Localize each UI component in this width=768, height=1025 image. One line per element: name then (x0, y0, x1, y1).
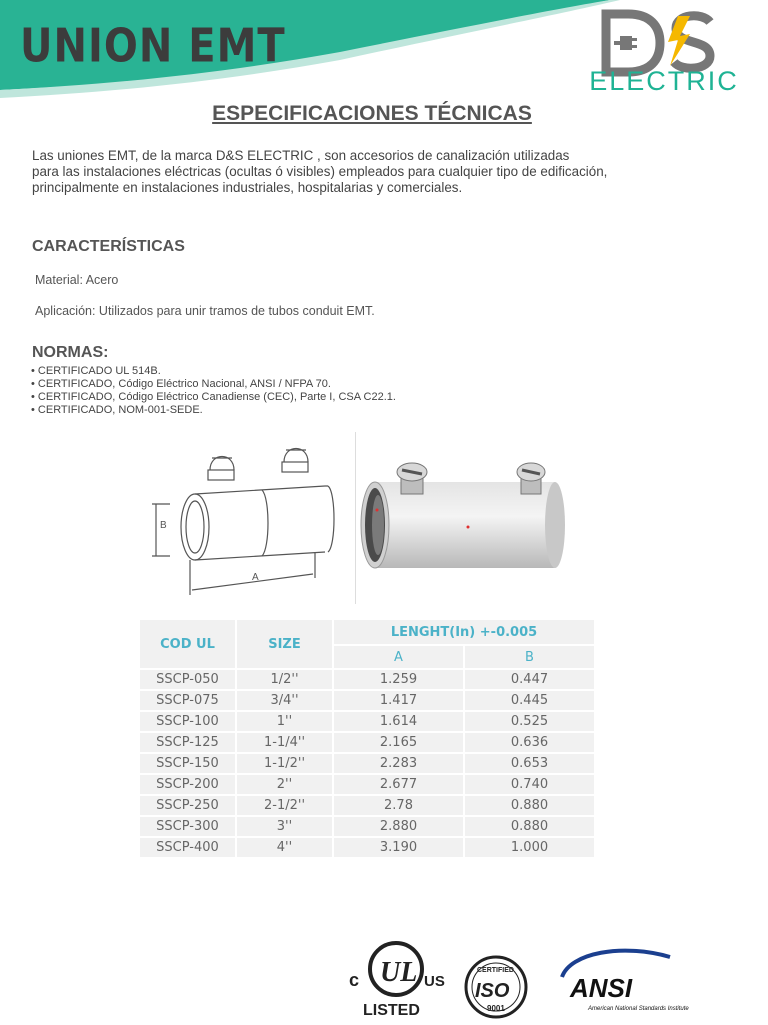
normas-list (31, 365, 396, 417)
ansi-subtitle-text: American National Standards Institute (588, 1006, 689, 1012)
intro-line: principalmente en instalaciones industriales, hospitalarias y comerciales. (32, 180, 463, 195)
cell-b: 0.880 (465, 796, 594, 815)
iso-mark-text: ISO (475, 980, 510, 1002)
ul-listed-logo (349, 943, 445, 1019)
cell-cod: SSCP-250 (140, 796, 235, 815)
cell-b: 0.525 (465, 712, 594, 731)
cell-a: 2.880 (334, 817, 463, 836)
normas-item: • CERTIFICADO, Código Eléctrico Nacional, ANSI / NFPA 70. (31, 378, 331, 390)
cell-cod: SSCP-150 (140, 754, 235, 773)
iso-certified-text: CERTIFIED (477, 967, 514, 974)
cell-a: 1.614 (334, 712, 463, 731)
ul-mark-text: UL (380, 957, 418, 988)
cell-cod: SSCP-100 (140, 712, 235, 731)
table-row (140, 733, 594, 752)
ansi-mark-text: ANSI (570, 973, 633, 1003)
cell-a: 1.259 (334, 670, 463, 689)
material-text: Material: Acero (35, 273, 119, 287)
ul-listed-text: LISTED (363, 1002, 420, 1019)
cell-size: 4'' (237, 838, 332, 857)
table-row (140, 670, 594, 689)
table-row (140, 817, 594, 836)
cell-b: 0.636 (465, 733, 594, 752)
cell-cod: SSCP-300 (140, 817, 235, 836)
intro-paragraph (32, 148, 722, 196)
cell-size: 1'' (237, 712, 332, 731)
caracteristicas-heading: CARACTERÍSTICAS (32, 238, 185, 255)
page-title: UNION EMT (20, 20, 286, 73)
column-header-cod-ul: COD UL (140, 620, 235, 668)
normas-item: • CERTIFICADO UL 514B. (31, 365, 161, 377)
cell-cod: SSCP-075 (140, 691, 235, 710)
cell-a: 2.283 (334, 754, 463, 773)
cell-size: 3/4'' (237, 691, 332, 710)
dimension-label-b: B (160, 520, 167, 531)
cell-cod: SSCP-200 (140, 775, 235, 794)
cell-size: 2'' (237, 775, 332, 794)
normas-item: • CERTIFICADO, NOM-001-SEDE. (31, 404, 203, 416)
table-row (140, 775, 594, 794)
column-header-length: LENGHT(In) +-0.005 (334, 620, 594, 644)
intro-line: para las instalaciones eléctricas (ocultas ó visibles) empleados para cualquier tipo de edificación, (32, 164, 608, 179)
cell-size: 3'' (237, 817, 332, 836)
table-row (140, 796, 594, 815)
brand-name: ELECTRIC (589, 66, 739, 96)
coupling-product-photo (355, 440, 565, 610)
specifications-table (138, 618, 596, 859)
cell-cod: SSCP-050 (140, 670, 235, 689)
cell-b: 0.447 (465, 670, 594, 689)
certification-logos (340, 935, 730, 1025)
iso-9001-logo (466, 957, 526, 1017)
cell-a: 1.417 (334, 691, 463, 710)
cell-size: 1-1/2'' (237, 754, 332, 773)
cell-a: 2.677 (334, 775, 463, 794)
cell-b: 1.000 (465, 838, 594, 857)
column-header-b: B (465, 646, 594, 668)
intro-line: Las uniones EMT, de la marca D&S ELECTRIC , son accesorios de canalización utilizadas (32, 148, 570, 163)
normas-heading: NORMAS: (32, 344, 109, 361)
table-row (140, 754, 594, 773)
ul-c-text: c (349, 970, 360, 990)
cell-b: 0.445 (465, 691, 594, 710)
table-row (140, 712, 594, 731)
table-row (140, 838, 594, 857)
cell-cod: SSCP-125 (140, 733, 235, 752)
cell-size: 1/2'' (237, 670, 332, 689)
ul-us-text: US (424, 973, 445, 990)
cell-b: 0.740 (465, 775, 594, 794)
aplicacion-text: Aplicación: Utilizados para unir tramos de tubos conduit EMT. (35, 304, 375, 318)
ansi-logo (562, 951, 689, 1012)
cell-cod: SSCP-400 (140, 838, 235, 857)
cell-size: 2-1/2'' (237, 796, 332, 815)
cell-a: 3.190 (334, 838, 463, 857)
column-header-size: SIZE (237, 620, 332, 668)
cell-a: 2.78 (334, 796, 463, 815)
dimension-label-a: A (252, 572, 259, 583)
column-header-a: A (334, 646, 463, 668)
cell-b: 0.653 (465, 754, 594, 773)
cell-size: 1-1/4'' (237, 733, 332, 752)
normas-item: • CERTIFICADO, Código Eléctrico Canadiense (CEC), Parte I, CSA C22.1. (31, 391, 396, 403)
table-row (140, 691, 594, 710)
spec-title: ESPECIFICACIONES TÉCNICAS (212, 102, 532, 125)
iso-number-text: 9001 (487, 1004, 505, 1013)
cell-b: 0.880 (465, 817, 594, 836)
cell-a: 2.165 (334, 733, 463, 752)
